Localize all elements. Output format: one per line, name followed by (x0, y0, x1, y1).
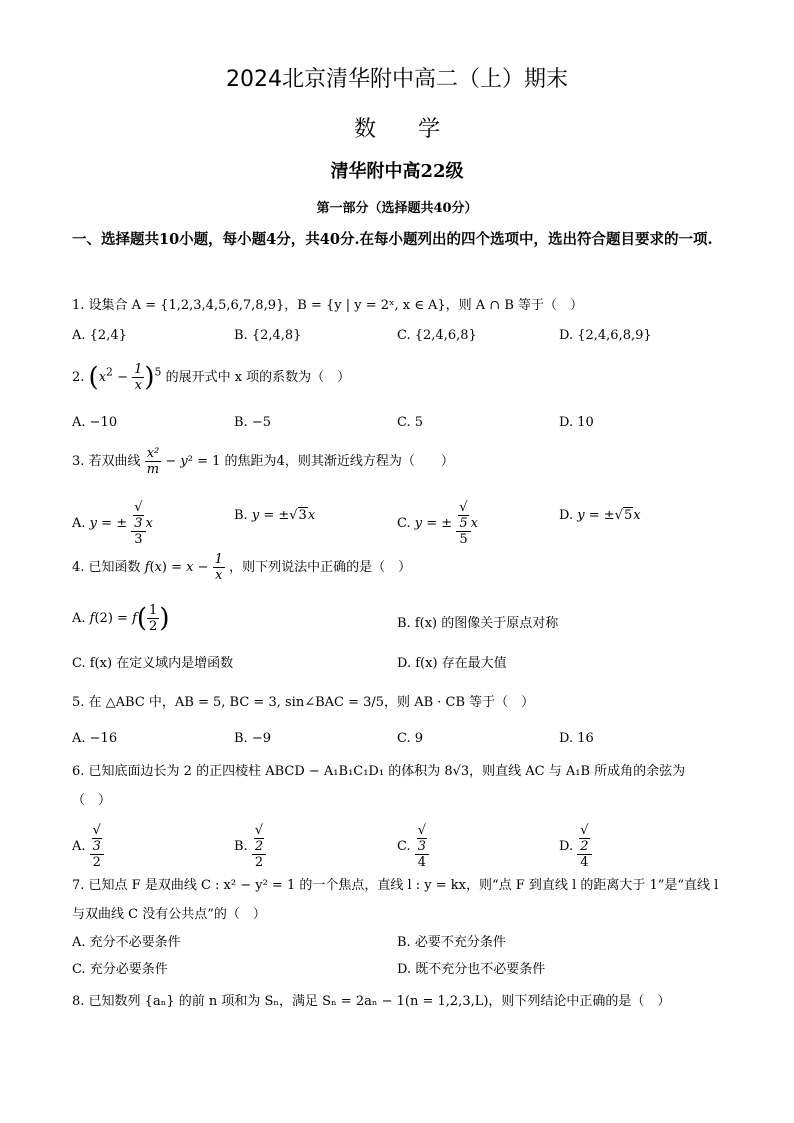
question-6: 6. 已知底面边长为 2 的正四棱柱 ABCD − A₁B₁C₁D₁ 的体积为 8√3，则直线 AC 与 A₁B 所成角的余弦为 (72, 764, 686, 779)
question-6-cont: （ ） (72, 793, 112, 808)
q6-option-b: B. √ 2 2 (234, 823, 266, 870)
q4-fraction: $\frac{1}{x}$ (214, 552, 223, 583)
q3-text: 的焦距为4，则其渐近线方程为（ ） (224, 454, 454, 469)
q2-option-c: C. 5 (397, 415, 424, 430)
section-instruction: 一、选择题共10小题，每小题4分，共40分.在每小题列出的四个选项中，选出符合题目要求的一项. (72, 231, 713, 248)
question-2: 2. ($x^2$ − $\frac{1}{x}$ )$^5$ 的展开式中 x 项的系数为（ ） (72, 362, 351, 393)
question-1: 1. 设集合 A = {1,2,3,4,5,6,7,8,9}，B = {y | y = 2ˣ, x ∈ A}，则 A ∩ B 等于（ ） (72, 298, 584, 313)
q2-option-d: D. 10 (559, 415, 594, 430)
q6-option-d: D. √ 2 4 (559, 823, 592, 870)
school-title: 清华附中高22级 (330, 161, 464, 182)
question-3: 3. 若双曲线 $\frac{\text{x²}}{m}$ − y² = 1 的焦距为4，则其渐近线方程为（ ） (72, 446, 454, 477)
q2-option-b: B. −5 (234, 415, 271, 430)
q5-option-a: A. −16 (72, 731, 118, 746)
q4-option-b: B. f(x) 的图像关于原点对称 (397, 616, 559, 631)
q5-option-d: D. 16 (559, 731, 594, 746)
q2-text: 的展开式中 x 项的系数为（ ） (165, 370, 351, 385)
q3-option-d: D. y = ±√5x (559, 508, 641, 523)
question-7-cont: 与双曲线 C 没有公共点”的（ ） (72, 907, 266, 922)
q3-prefix: 3. 若双曲线 (72, 454, 141, 469)
part-title: 第一部分（选择题共40分） (316, 201, 478, 216)
q7-option-b: B. 必要不充分条件 (397, 935, 506, 950)
paren-left: ( (88, 362, 99, 393)
question-8: 8. 已知数列 {aₙ} 的前 n 项和为 Sₙ，满足 Sₙ = 2aₙ − 1(n = 1,2,3,L)，则下列结论中正确的是（ ） (72, 994, 671, 1009)
q6-option-c: C. √ 3 4 (397, 823, 429, 870)
question-5: 5. 在 △ABC 中，AB = 5, BC = 3, sin∠BAC = 3/5，则 AB · CB 等于（ ） (72, 695, 535, 710)
exam-title: 2024北京清华附中高二（上）期末 (226, 67, 568, 92)
q6-option-a: A. √ 3 2 (72, 823, 104, 870)
q7-option-d: D. 既不充分也不必要条件 (397, 962, 546, 977)
q2-fraction: $\frac{1}{x}$ (134, 362, 143, 393)
q5-option-c: C. 9 (397, 731, 424, 746)
q1-option-b: B. {2,4,8} (234, 328, 302, 343)
subject-title: 数学 (353, 117, 482, 142)
q4-option-a: A. f(2) = f( $\frac{1}{2}$ ) (72, 603, 170, 634)
q3-option-a: A. y = ± √ 3 3 x (72, 500, 153, 547)
q2-prefix: 2. (72, 370, 85, 385)
q2-option-a: A. −10 (72, 415, 118, 430)
q5-option-b: B. −9 (234, 731, 271, 746)
q4-option-c: C. f(x) 在定义域内是增函数 (72, 656, 234, 671)
q4-prefix: 4. 已知函数 (72, 560, 141, 575)
q7-option-a: A. 充分不必要条件 (72, 935, 181, 950)
q4-text: ，则下列说法中正确的是（ ） (229, 560, 412, 575)
question-7: 7. 已知点 F 是双曲线 C : x² − y² = 1 的一个焦点，直线 l : y = kx，则“点 F 到直线 l 的距离大于 1”是“直线 l (72, 878, 719, 893)
q3-fraction: $\frac{\text{x²}}{m}$ (146, 446, 160, 477)
q1-option-a: A. {2,4} (72, 328, 127, 343)
q1-option-d: D. {2,4,6,8,9} (559, 328, 652, 343)
question-4: 4. 已知函数 f(x) = x − $\frac{1}{x}$ ，则下列说法中正确的是（ ） (72, 552, 412, 583)
q4-option-d: D. f(x) 存在最大值 (397, 656, 507, 671)
q1-option-c: C. {2,4,6,8} (397, 328, 477, 343)
q7-option-c: C. 充分必要条件 (72, 962, 168, 977)
q3-option-b: B. y = ±√3x (234, 508, 316, 523)
q3-option-c: C. y = ± √ 5 5 x (397, 500, 478, 547)
